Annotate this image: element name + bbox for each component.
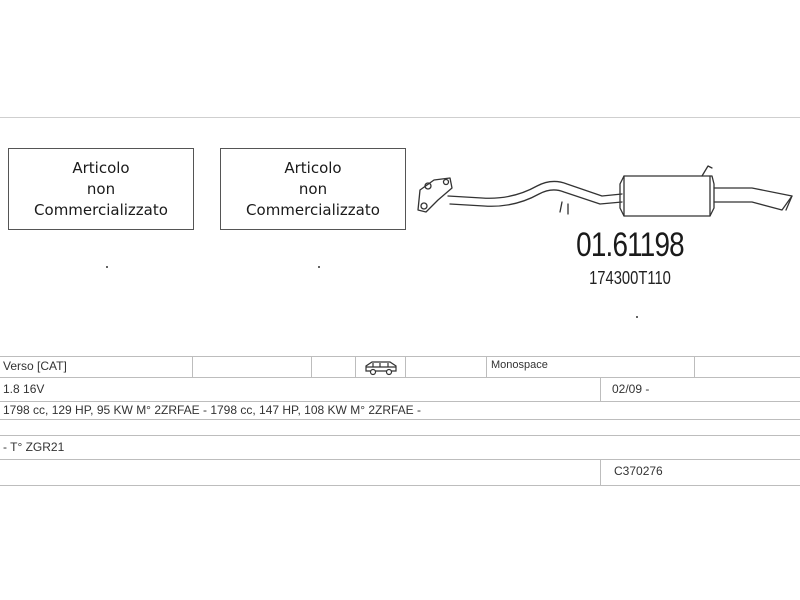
table-row-model <box>0 356 800 378</box>
column-divider <box>192 357 193 377</box>
engine-cell: 1.8 16V <box>3 382 45 396</box>
part-number: 01.61198 <box>576 226 684 264</box>
not-available-box-2 <box>220 148 406 230</box>
dot-marker-2 <box>318 266 320 268</box>
column-divider <box>486 357 487 377</box>
oem-number: 174300T110 <box>589 268 671 288</box>
table-row-code <box>0 460 800 486</box>
box-2-line-2: non <box>298 179 328 198</box>
box-2-line-3: Commercializzato <box>246 200 380 219</box>
column-divider <box>600 460 601 485</box>
table-row-specs <box>0 402 800 420</box>
chassis-cell: - T° ZGR21 <box>3 440 65 454</box>
table-row-chassis <box>0 436 800 460</box>
table-row-engine <box>0 378 800 402</box>
date-cell: 02/09 - <box>612 382 650 396</box>
not-available-box-1 <box>8 148 194 230</box>
column-divider <box>311 357 312 377</box>
model-cell: Verso [CAT] <box>3 359 67 373</box>
column-divider <box>405 357 406 377</box>
top-divider <box>0 117 800 118</box>
box-1-line-1: Articolo <box>72 158 130 177</box>
body-type-cell: Monospace <box>491 359 548 371</box>
box-2-line-1: Articolo <box>284 158 342 177</box>
column-divider <box>694 357 695 377</box>
box-1-line-2: non <box>86 179 116 198</box>
column-divider <box>355 357 356 377</box>
code-cell: C370276 <box>614 464 663 478</box>
car-icon <box>364 360 398 376</box>
column-divider <box>600 378 601 401</box>
dot-marker-1 <box>106 266 108 268</box>
box-1-line-3: Commercializzato <box>34 200 168 219</box>
table-row-blank <box>0 420 800 436</box>
dot-marker-3 <box>636 316 638 318</box>
specs-cell: 1798 cc, 129 HP, 95 KW M° 2ZRFAE - 1798 cc, 147 HP, 108 KW M° 2ZRFAE - <box>3 403 421 417</box>
